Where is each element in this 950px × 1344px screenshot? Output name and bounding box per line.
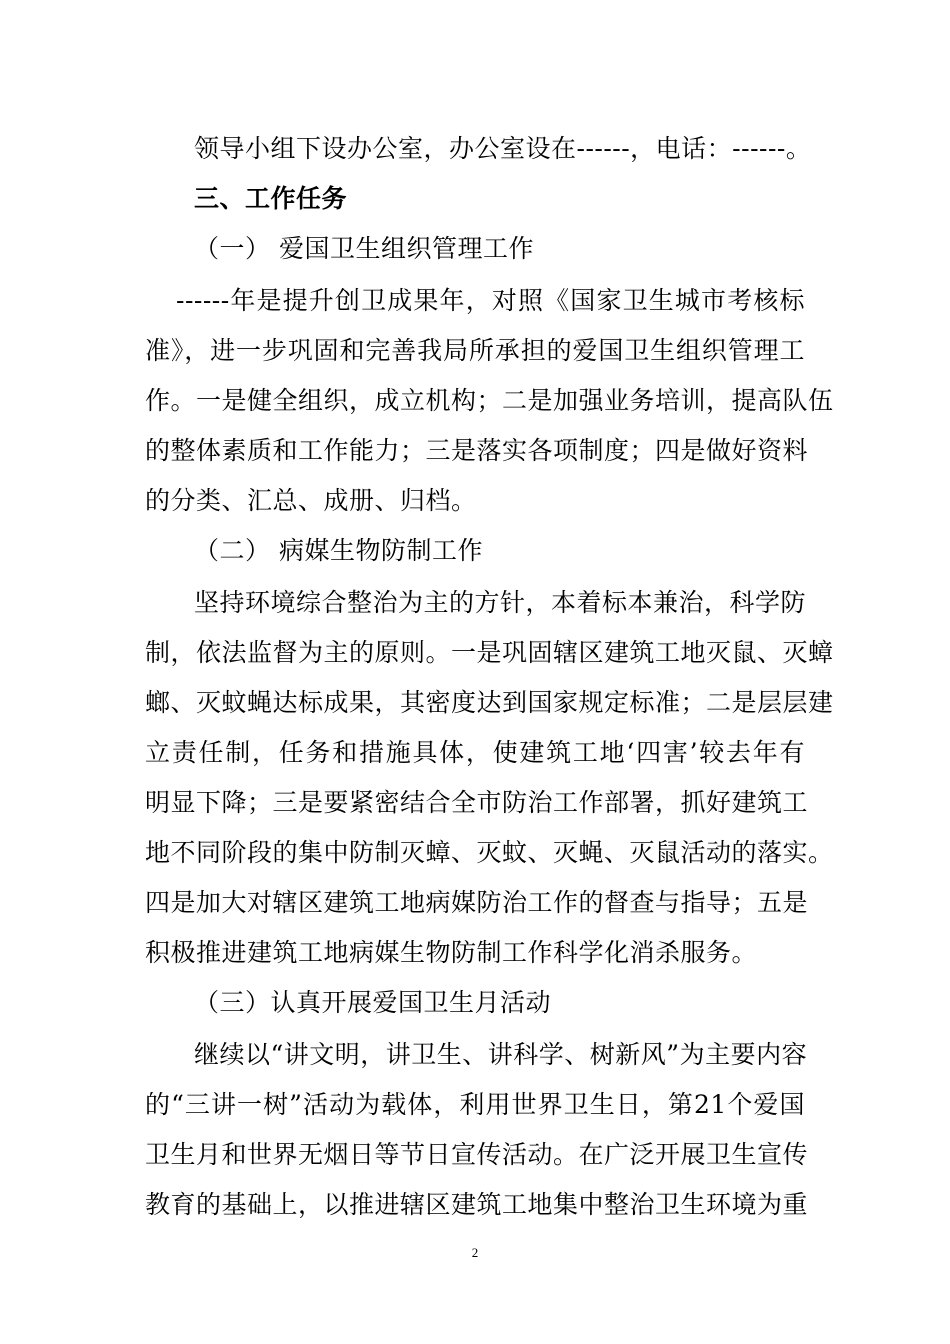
paragraph-line: 继续以“讲文明，讲卫生、讲科学、树新风”为主要内容: [194, 1040, 808, 1069]
paragraph-line: 立责任制，任务和措施具体，使建筑工地‘四害’较去年有: [145, 738, 805, 767]
subsection-heading-3: （三）认真开展爱国卫生月活动: [194, 988, 552, 1017]
subsection-heading-2: （二） 病媒生物防制工作: [194, 536, 483, 565]
office-info-line: 领导小组下设办公室，办公室设在------，电话：------。: [194, 134, 812, 163]
paragraph-line: 的分类、汇总、成册、归档。: [145, 486, 477, 515]
paragraph-line: 坚持环境综合整治为主的方针，本着标本兼治，科学防: [194, 588, 807, 617]
paragraph-line: 的“三讲一树”活动为载体，利用世界卫生日，第21个爱国: [145, 1090, 805, 1119]
paragraph-line: 四是加大对辖区建筑工地病媒防治工作的督查与指导；五是: [145, 888, 809, 917]
paragraph-line: 地不同阶段的集中防制灭蟑、灭蚊、灭蝇、灭鼠活动的落实。: [145, 838, 834, 867]
paragraph-line: 准》，进一步巩固和完善我局所承担的爱国卫生组织管理工: [145, 336, 805, 365]
section-heading-work-tasks: 三、工作任务: [194, 184, 348, 213]
paragraph-line: ------年是提升创卫成果年，对照《国家卫生城市考核标: [176, 286, 805, 315]
paragraph-line: 螂、灭蚊蝇达标成果，其密度达到国家规定标准；二是层层建: [145, 688, 834, 717]
paragraph-line: 教育的基础上，以推进辖区建筑工地集中整治卫生环境为重: [145, 1190, 809, 1219]
paragraph-line: 卫生月和世界无烟日等节日宣传活动。在广泛开展卫生宣传: [145, 1140, 809, 1169]
paragraph-line: 制，依法监督为主的原则。一是巩固辖区建筑工地灭鼠、灭蟑: [145, 638, 834, 667]
paragraph-line: 积极推进建筑工地病媒生物防制工作科学化消杀服务。: [145, 938, 758, 967]
page-number: 2: [471, 1245, 479, 1260]
subsection-heading-1: （一） 爱国卫生组织管理工作: [194, 234, 534, 263]
paragraph-line: 的整体素质和工作能力；三是落实各项制度；四是做好资料: [145, 436, 809, 465]
paragraph-line: 明显下降；三是要紧密结合全市防治工作部署，抓好建筑工: [145, 788, 809, 817]
paragraph-line: 作。一是健全组织，成立机构；二是加强业务培训，提高队伍: [145, 386, 834, 415]
